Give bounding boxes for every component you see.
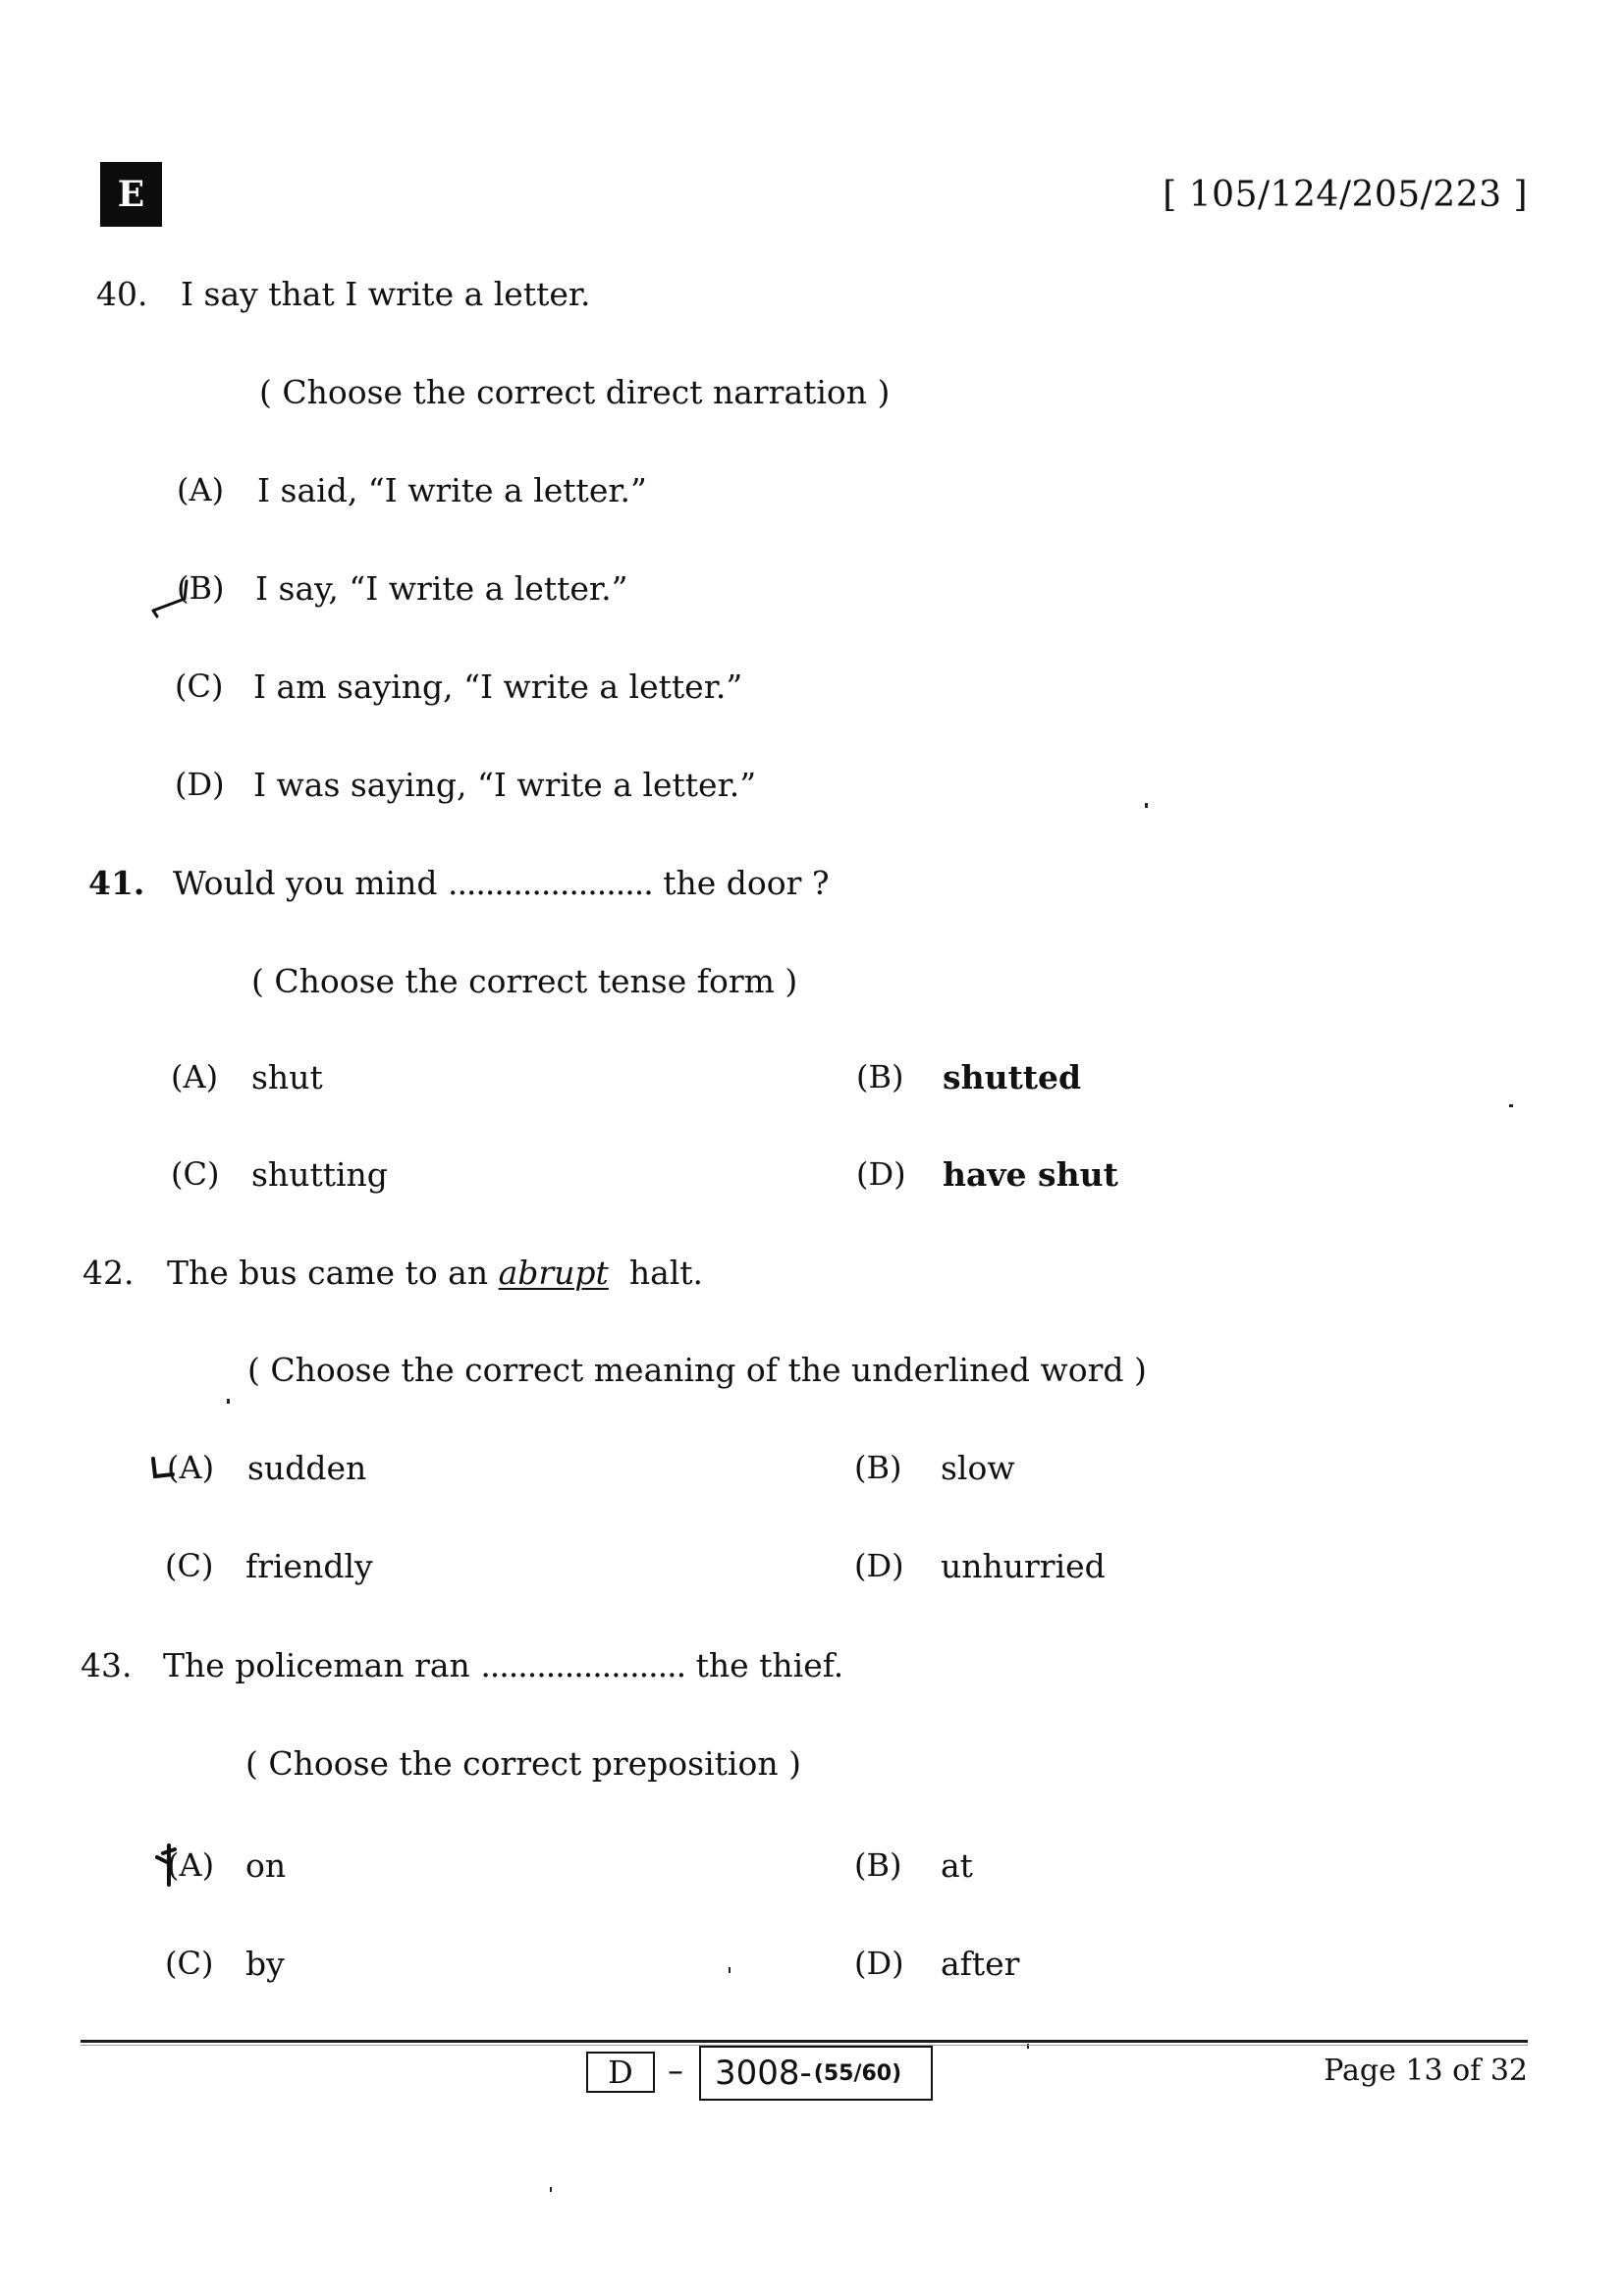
question-instruction: ( Choose the correct preposition ) (245, 1744, 801, 1783)
footer-separator: – (668, 2052, 683, 2089)
handwritten-tick-icon (147, 571, 206, 620)
option-text: unhurried (941, 1547, 1106, 1585)
question-instruction: ( Choose the correct direct narration ) (259, 373, 891, 411)
option-text: slow (941, 1449, 1015, 1487)
question-text: I say that I write a letter. (181, 275, 591, 313)
option-label: (A) (177, 471, 225, 508)
underlined-word: abrupt (498, 1254, 609, 1292)
page-number: Page 13 of 32 (1324, 2054, 1528, 2088)
stray-dot (1145, 803, 1148, 808)
option-label: (C) (175, 667, 224, 705)
stray-dot (729, 1967, 731, 1973)
option-text: shutted (943, 1058, 1082, 1096)
paper-codes: [ 105/124/205/223 ] (1163, 175, 1528, 215)
option-label: (A) (167, 1449, 215, 1486)
stray-dot (1509, 1104, 1513, 1107)
question-number: 43. (81, 1646, 133, 1684)
option-text: at (941, 1846, 973, 1885)
option-label: (A) (167, 1846, 215, 1884)
option-label: (C) (165, 1547, 214, 1584)
option-text: I say, “I write a letter.” (255, 569, 628, 608)
stray-dot (227, 1399, 230, 1404)
option-text: on (245, 1846, 287, 1885)
question-instruction: ( Choose the correct meaning of the underlined word ) (247, 1351, 1147, 1389)
blank: ...................... (447, 864, 653, 902)
option-text: shutting (251, 1155, 388, 1194)
option-label: (D) (854, 1945, 904, 1982)
blank: ...................... (480, 1646, 686, 1684)
option-label: (B) (854, 1846, 902, 1884)
option-text: sudden (247, 1449, 367, 1487)
option-label: (D) (854, 1547, 904, 1584)
booklet-sub-code: (55/60) (813, 2060, 902, 2086)
question-text: Would you mind ...................... the door ? (173, 864, 830, 902)
option-text: by (245, 1945, 285, 1983)
option-text: have shut (943, 1155, 1118, 1194)
option-text: shut (251, 1058, 323, 1096)
option-text: I was saying, “I write a letter.” (253, 766, 757, 804)
question-number: 41. (88, 864, 145, 902)
option-text: friendly (245, 1547, 373, 1585)
option-label: (D) (175, 766, 225, 803)
question-text: The policeman ran ...................... the thief. (163, 1646, 844, 1684)
option-label: (B) (177, 569, 225, 607)
option-text: I said, “I write a letter.” (257, 471, 647, 509)
option-label: (A) (171, 1058, 219, 1095)
option-label: (B) (854, 1449, 902, 1486)
set-code-box (586, 2052, 655, 2093)
series-letter: E (117, 174, 145, 215)
option-text: after (941, 1945, 1020, 1983)
footer-divider (81, 2040, 1528, 2043)
option-label: (D) (856, 1155, 906, 1193)
booklet-code: 3008- (715, 2054, 812, 2093)
booklet-code-box (699, 2046, 933, 2101)
series-badge (100, 162, 162, 227)
set-code: D (608, 2054, 633, 2091)
question-text: The bus came to an abrupt halt. (167, 1254, 704, 1292)
option-label: (C) (171, 1155, 220, 1193)
question-instruction: ( Choose the correct tense form ) (251, 962, 798, 1000)
stray-dot (550, 2187, 552, 2192)
option-label: (B) (856, 1058, 904, 1095)
option-label: (C) (165, 1945, 214, 1982)
question-number: 42. (82, 1254, 135, 1292)
question-number: 40. (96, 275, 148, 313)
option-text: I am saying, “I write a letter.” (253, 667, 743, 706)
